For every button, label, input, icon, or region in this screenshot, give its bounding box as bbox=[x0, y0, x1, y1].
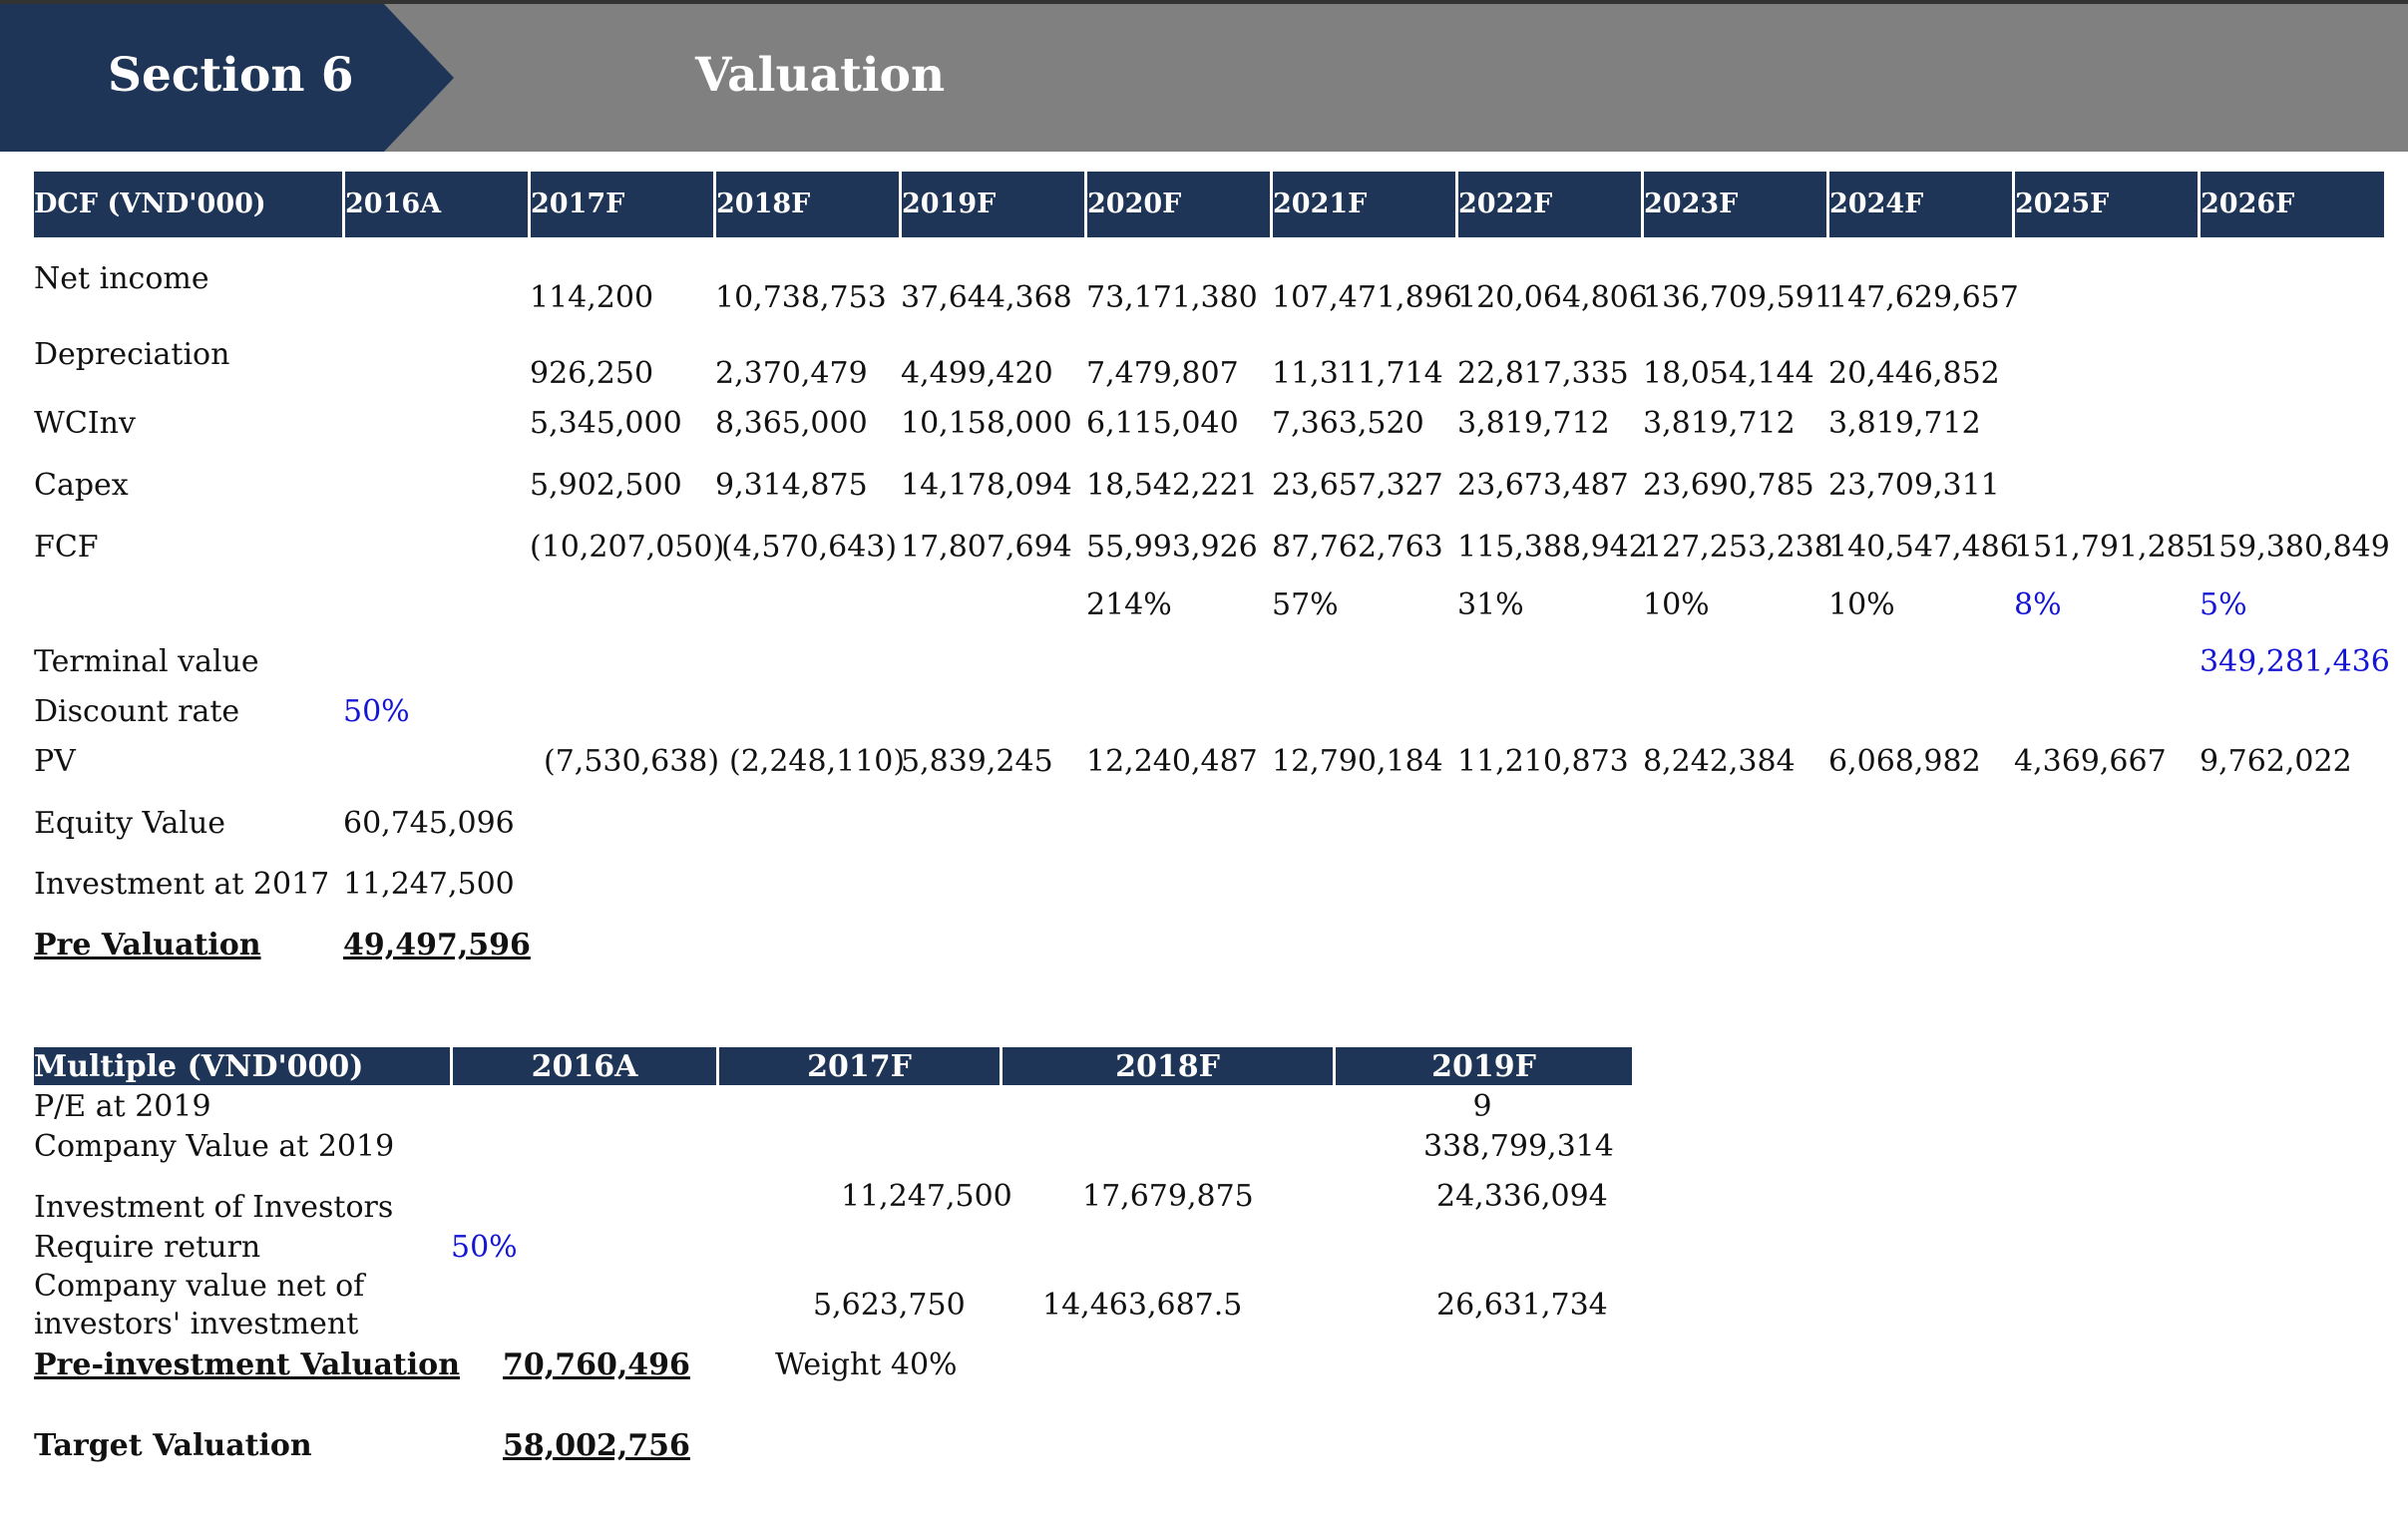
net-income-2023f: 136,709,591 bbox=[1643, 280, 1833, 315]
fcf-2025f: 151,791,285 bbox=[2014, 530, 2205, 565]
net-value-2017f: 5,623,750 bbox=[813, 1288, 966, 1323]
investment-investors-label: Investment of Investors bbox=[34, 1190, 394, 1225]
fcf-2023f: 127,253,238 bbox=[1643, 530, 1833, 565]
require-return-value: 50% bbox=[451, 1230, 518, 1265]
pe-value: 9 bbox=[1472, 1089, 1492, 1124]
depreciation-2018f: 2,370,479 bbox=[715, 356, 868, 391]
require-return-label: Require return bbox=[34, 1230, 261, 1265]
capex-label: Capex bbox=[34, 468, 129, 503]
investment-2017-label: Investment at 2017 bbox=[34, 867, 330, 902]
wcinv-2019f: 10,158,000 bbox=[901, 406, 1072, 441]
dcf-header-2025f: 2025F bbox=[2012, 172, 2198, 237]
pv-label: PV bbox=[34, 744, 76, 779]
company-value-label: Company Value at 2019 bbox=[34, 1129, 395, 1164]
pre-investment-value: 70,760,496 bbox=[503, 1347, 690, 1382]
net-income-2021f: 107,471,896 bbox=[1272, 280, 1462, 315]
wcinv-2018f: 8,365,000 bbox=[715, 406, 868, 441]
net-value-2018f: 14,463,687.5 bbox=[1042, 1288, 1243, 1323]
dcf-header-label: DCF (VND'000) bbox=[34, 189, 266, 219]
terminal-value-label: Terminal value bbox=[34, 644, 259, 679]
dcf-header-2016a: 2016A bbox=[342, 172, 528, 237]
depreciation-2024f: 20,446,852 bbox=[1828, 356, 2000, 391]
capex-2020f: 18,542,221 bbox=[1086, 468, 1258, 503]
dcf-header-2021f: 2021F bbox=[1270, 172, 1455, 237]
capex-2017f: 5,902,500 bbox=[530, 468, 682, 503]
section-label: Section 6 bbox=[108, 48, 354, 103]
capex-2021f: 23,657,327 bbox=[1272, 468, 1443, 503]
pre-valuation-label: Pre Valuation bbox=[34, 928, 261, 962]
dcf-header-2020f: 2020F bbox=[1084, 172, 1270, 237]
discount-rate-value: 50% bbox=[343, 694, 410, 729]
wcinv-2021f: 7,363,520 bbox=[1272, 406, 1424, 441]
pe-label: P/E at 2019 bbox=[34, 1089, 211, 1124]
investment-investors-2018f: 17,679,875 bbox=[1082, 1179, 1254, 1214]
multiple-header-label: Multiple (VND'000) bbox=[34, 1049, 364, 1084]
wcinv-2020f: 6,115,040 bbox=[1086, 406, 1239, 441]
growth-2020f: 214% bbox=[1086, 587, 1172, 622]
growth-2024f: 10% bbox=[1828, 587, 1895, 622]
dcf-header-2017f: 2017F bbox=[528, 172, 713, 237]
fcf-2018f: (4,570,643) bbox=[721, 530, 898, 565]
growth-2026f: 5% bbox=[2200, 587, 2247, 622]
depreciation-label: Depreciation bbox=[34, 337, 230, 372]
growth-2023f: 10% bbox=[1643, 587, 1710, 622]
investment-2017-value: 11,247,500 bbox=[343, 867, 515, 902]
wcinv-2022f: 3,819,712 bbox=[1457, 406, 1610, 441]
net-value-label-line2: investors' investment bbox=[34, 1307, 359, 1341]
capex-2019f: 14,178,094 bbox=[901, 468, 1072, 503]
dcf-header-2018f: 2018F bbox=[713, 172, 899, 237]
dcf-header-2023f: 2023F bbox=[1641, 172, 1826, 237]
pv-2024f: 6,068,982 bbox=[1828, 744, 1981, 779]
pre-investment-weight: Weight 40% bbox=[775, 1347, 958, 1382]
pv-2017f: (7,530,638) bbox=[544, 744, 720, 779]
wcinv-2024f: 3,819,712 bbox=[1828, 406, 1981, 441]
fcf-2019f: 17,807,694 bbox=[901, 530, 1072, 565]
multiple-header-2017f: 2017F bbox=[716, 1047, 1000, 1085]
investment-investors-2017f: 11,247,500 bbox=[841, 1179, 1012, 1214]
pv-2018f: (2,248,110) bbox=[729, 744, 906, 779]
net-income-2019f: 37,644,368 bbox=[901, 280, 1072, 315]
multiple-header-row bbox=[34, 1047, 1632, 1085]
pre-investment-label: Pre-investment Valuation bbox=[34, 1347, 461, 1382]
pre-valuation-value: 49,497,596 bbox=[343, 928, 531, 962]
multiple-header-2019f: 2019F bbox=[1333, 1047, 1632, 1085]
depreciation-2017f: 926,250 bbox=[530, 356, 654, 391]
net-income-2020f: 73,171,380 bbox=[1086, 280, 1258, 315]
fcf-2020f: 55,993,926 bbox=[1086, 530, 1258, 565]
fcf-2026f: 159,380,849 bbox=[2200, 530, 2390, 565]
net-income-2024f: 147,629,657 bbox=[1828, 280, 2019, 315]
wcinv-label: WCInv bbox=[34, 406, 136, 441]
dcf-header-2022f: 2022F bbox=[1455, 172, 1641, 237]
wcinv-2017f: 5,345,000 bbox=[530, 406, 682, 441]
fcf-label: FCF bbox=[34, 530, 99, 565]
depreciation-2021f: 11,311,714 bbox=[1272, 356, 1443, 391]
net-income-label: Net income bbox=[34, 261, 209, 296]
growth-2022f: 31% bbox=[1457, 587, 1524, 622]
capex-2023f: 23,690,785 bbox=[1643, 468, 1814, 503]
target-valuation-label: Target Valuation bbox=[34, 1428, 312, 1463]
fcf-2021f: 87,762,763 bbox=[1272, 530, 1443, 565]
dcf-header-2019f: 2019F bbox=[899, 172, 1084, 237]
net-value-2019f: 26,631,734 bbox=[1436, 1288, 1608, 1323]
growth-2025f: 8% bbox=[2014, 587, 2062, 622]
wcinv-2023f: 3,819,712 bbox=[1643, 406, 1796, 441]
pv-2019f: 5,839,245 bbox=[901, 744, 1053, 779]
dcf-header-row bbox=[34, 172, 2384, 237]
pv-2022f: 11,210,873 bbox=[1457, 744, 1629, 779]
pv-2025f: 4,369,667 bbox=[2014, 744, 2167, 779]
capex-2018f: 9,314,875 bbox=[715, 468, 868, 503]
target-valuation-value: 58,002,756 bbox=[503, 1428, 690, 1463]
equity-value: 60,745,096 bbox=[343, 806, 515, 841]
terminal-value: 349,281,436 bbox=[2200, 644, 2390, 679]
net-income-2017f: 114,200 bbox=[530, 280, 654, 315]
pv-2020f: 12,240,487 bbox=[1086, 744, 1258, 779]
capex-2022f: 23,673,487 bbox=[1457, 468, 1629, 503]
multiple-header-2018f: 2018F bbox=[1000, 1047, 1333, 1085]
capex-2024f: 23,709,311 bbox=[1828, 468, 2000, 503]
investment-investors-2019f: 24,336,094 bbox=[1436, 1179, 1608, 1214]
net-value-label-line1: Company value net of bbox=[34, 1269, 365, 1304]
depreciation-2022f: 22,817,335 bbox=[1457, 356, 1629, 391]
depreciation-2023f: 18,054,144 bbox=[1643, 356, 1814, 391]
growth-2021f: 57% bbox=[1272, 587, 1339, 622]
equity-value-label: Equity Value bbox=[34, 806, 226, 841]
multiple-header-2016a: 2016A bbox=[450, 1047, 716, 1085]
page-title: Valuation bbox=[695, 48, 946, 103]
pv-2021f: 12,790,184 bbox=[1272, 744, 1443, 779]
pv-2023f: 8,242,384 bbox=[1643, 744, 1796, 779]
depreciation-2019f: 4,499,420 bbox=[901, 356, 1053, 391]
fcf-2022f: 115,388,942 bbox=[1457, 530, 1648, 565]
pv-2026f: 9,762,022 bbox=[2200, 744, 2352, 779]
discount-rate-label: Discount rate bbox=[34, 694, 240, 729]
depreciation-2020f: 7,479,807 bbox=[1086, 356, 1239, 391]
fcf-2017f: (10,207,050) bbox=[530, 530, 725, 565]
net-income-2018f: 10,738,753 bbox=[715, 280, 887, 315]
dcf-header-2024f: 2024F bbox=[1826, 172, 2012, 237]
fcf-2024f: 140,547,486 bbox=[1828, 530, 2019, 565]
net-income-2022f: 120,064,806 bbox=[1457, 280, 1648, 315]
company-value: 338,799,314 bbox=[1423, 1129, 1614, 1164]
dcf-header-2026f: 2026F bbox=[2198, 172, 2384, 237]
